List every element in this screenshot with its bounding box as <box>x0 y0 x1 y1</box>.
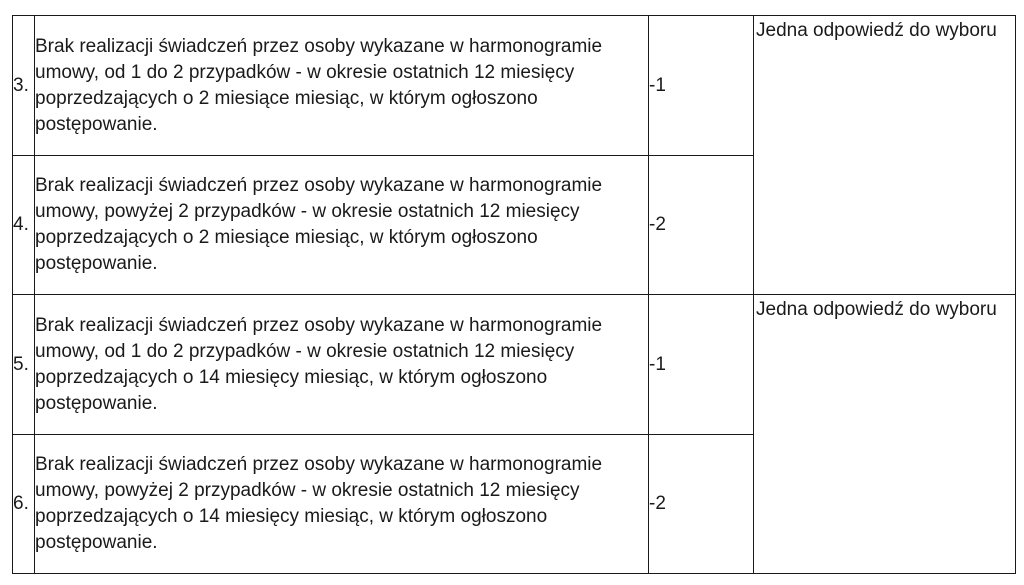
row-number: 6. <box>13 435 35 574</box>
criterion-description: Brak realizacji świadczeń przez osoby wykazane w harmonogramie umowy, od 1 do 2 przypadków - w okresie ostatnich 12 miesięcy poprzedzających o 14 miesięcy miesiąc, w którym ogłoszono postępowanie. <box>35 295 649 435</box>
criteria-table <box>12 15 1016 574</box>
row-number: 5. <box>13 295 35 435</box>
answer-type-cell: Jedna odpowiedź do wyboru <box>754 16 1016 295</box>
points-value: -1 <box>649 295 754 435</box>
points-value: -2 <box>649 156 754 295</box>
points-value: -2 <box>649 435 754 574</box>
table-row <box>13 16 1016 156</box>
table-row <box>13 295 1016 435</box>
row-number: 3. <box>13 16 35 156</box>
criterion-description: Brak realizacji świadczeń przez osoby wykazane w harmonogramie umowy, od 1 do 2 przypadków - w okresie ostatnich 12 miesięcy poprzedzających o 2 miesiące miesiąc, w którym ogłoszono postępowanie. <box>35 16 649 156</box>
points-value: -1 <box>649 16 754 156</box>
row-number: 4. <box>13 156 35 295</box>
answer-type-cell: Jedna odpowiedź do wyboru <box>754 295 1016 574</box>
criterion-description: Brak realizacji świadczeń przez osoby wykazane w harmonogramie umowy, powyżej 2 przypadków - w okresie ostatnich 12 miesięcy poprzedzających o 14 miesięcy miesiąc, w którym ogłoszono postępowanie. <box>35 435 649 574</box>
criterion-description: Brak realizacji świadczeń przez osoby wykazane w harmonogramie umowy, powyżej 2 przypadków - w okresie ostatnich 12 miesięcy poprzedzających o 2 miesiące miesiąc, w którym ogłoszono postępowanie. <box>35 156 649 295</box>
